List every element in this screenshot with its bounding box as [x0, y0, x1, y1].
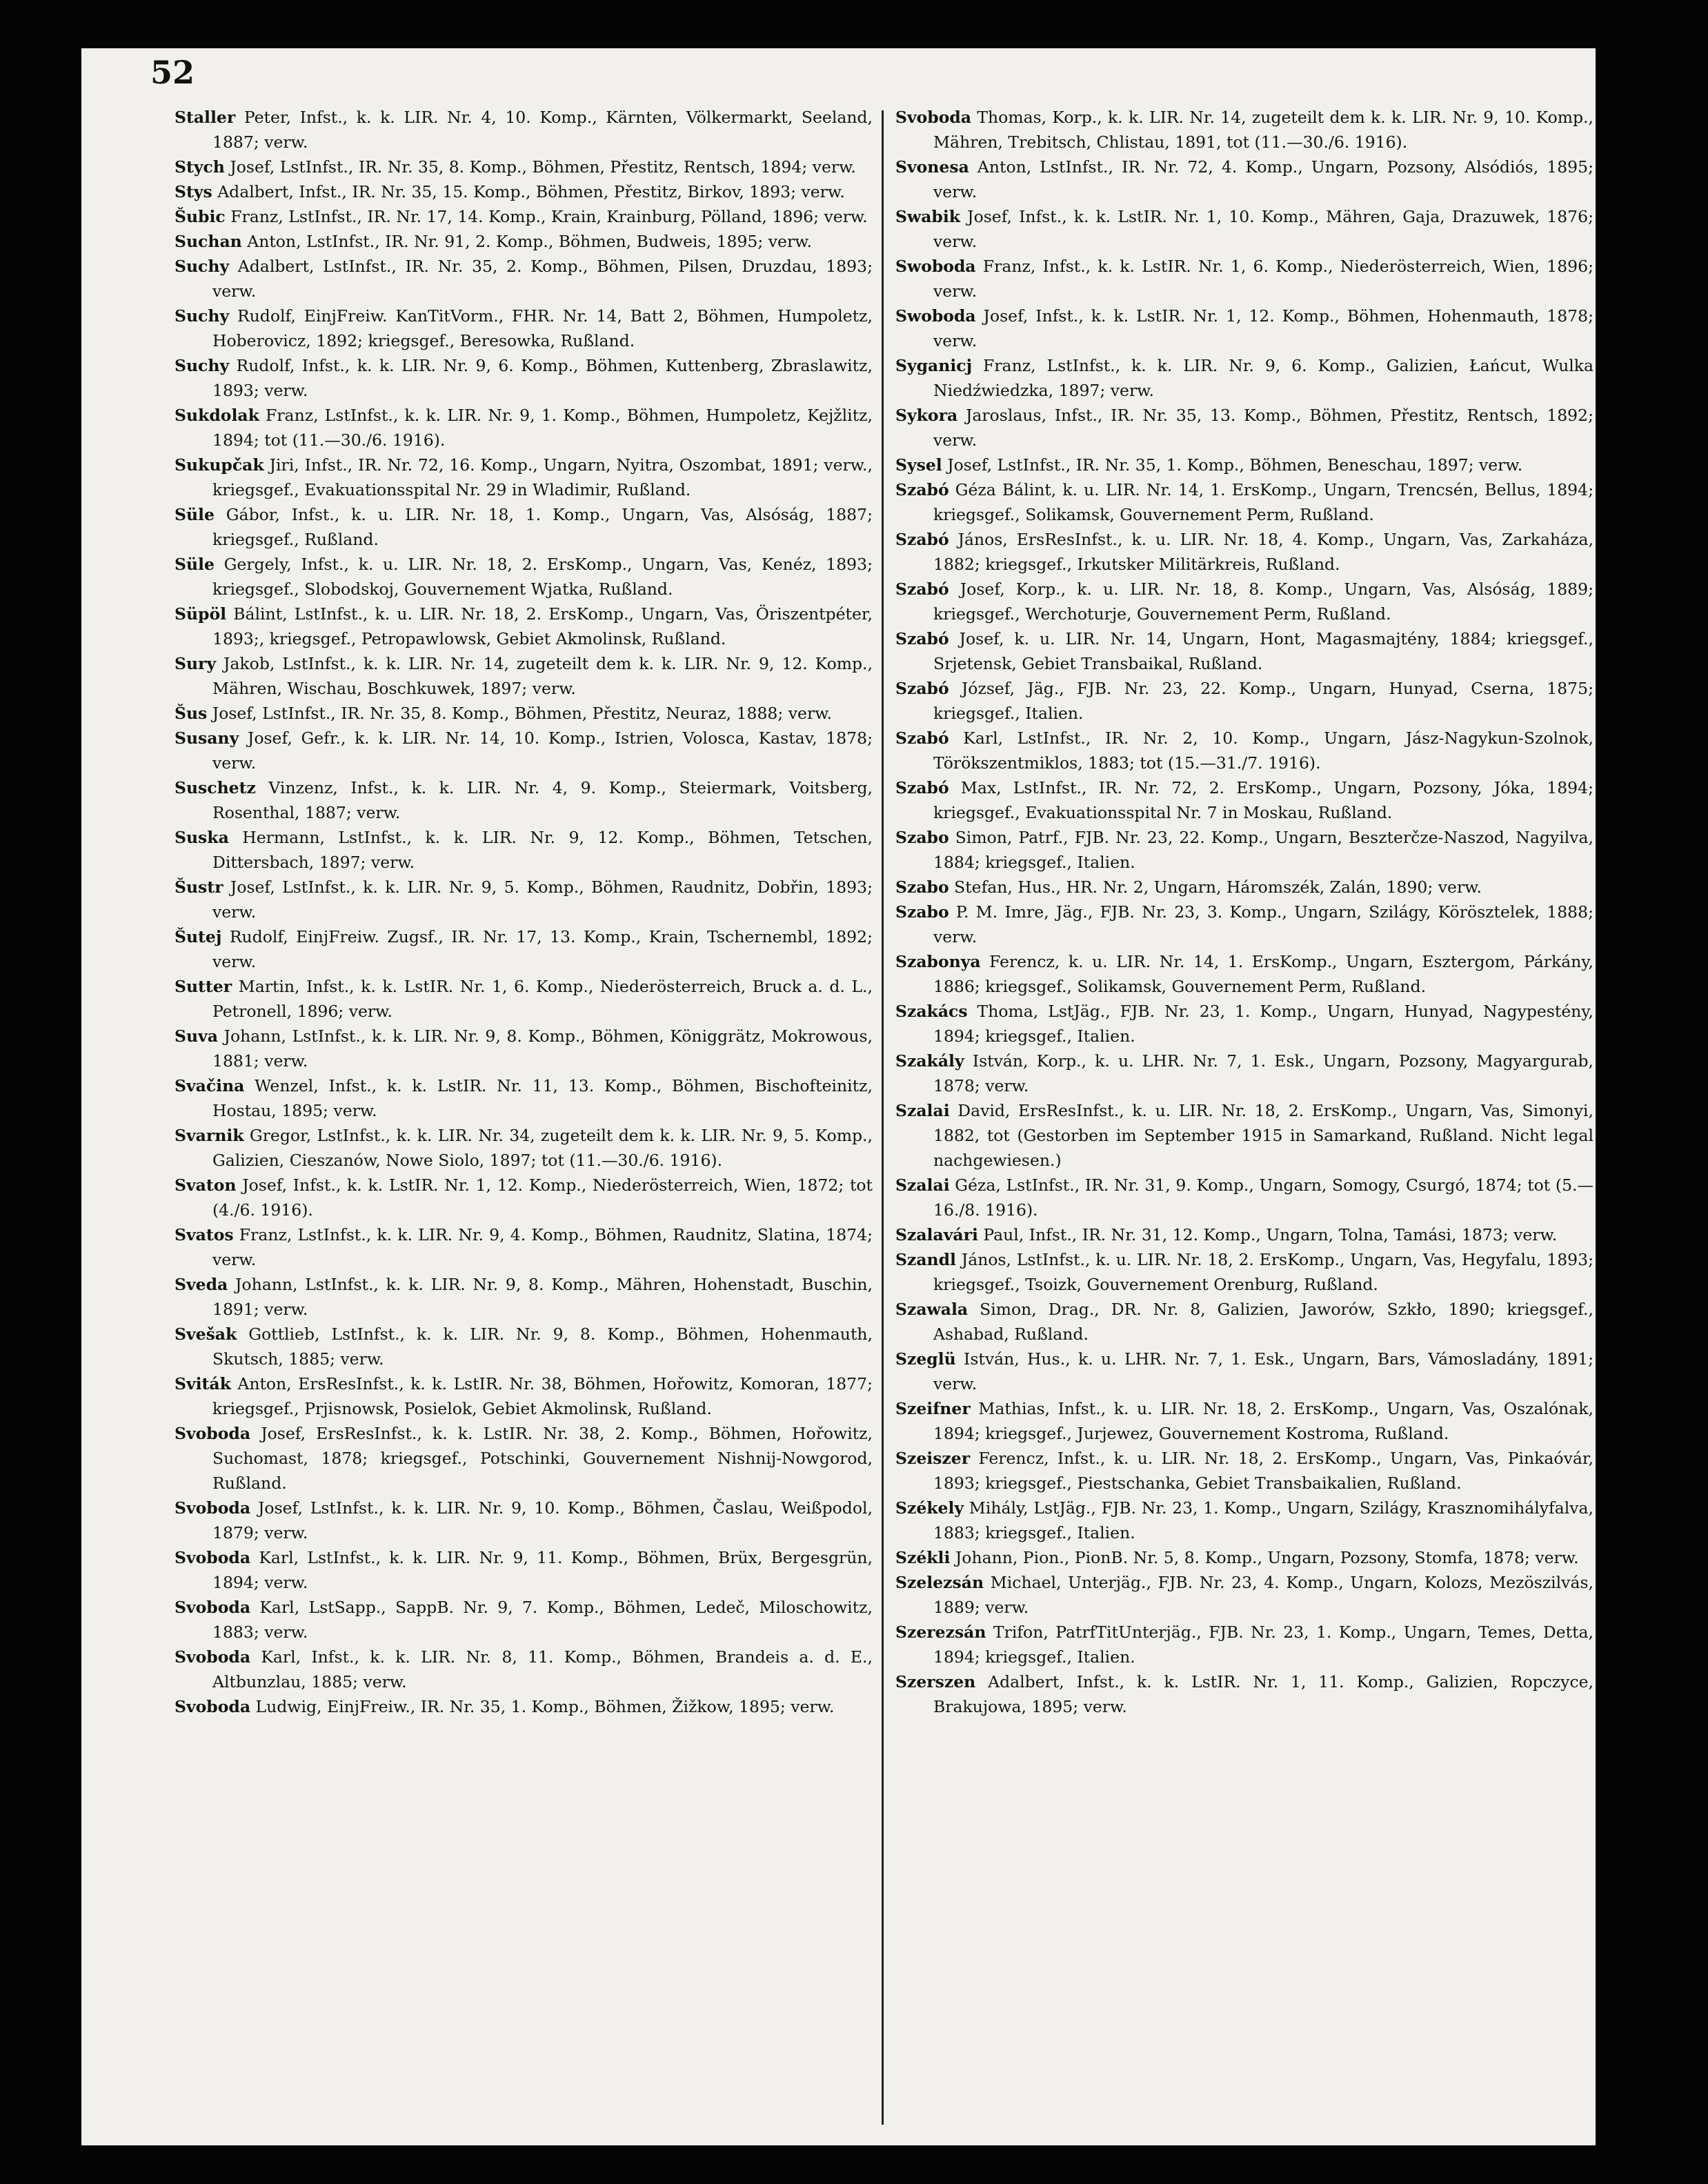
entry-details: Josef, ErsResInfst., k. k. LstIR. Nr. 38, 2. Komp., Böhmen, Hořowitz, Suchomast, 1878; kriegsgef., Potschinki, Gouvernement Nishnij-Nowgorod, Rußland. [212, 1424, 873, 1493]
entry-surname: Šustr [175, 877, 224, 897]
entry-surname: Szabó [895, 629, 949, 648]
entry-surname: Svarnik [175, 1126, 244, 1145]
entry-surname: Suchy [175, 356, 230, 375]
entry-surname: Szelezsán [895, 1573, 984, 1592]
entry-details: Johann, Pion., PionB. Nr. 5, 8. Komp., Ungarn, Pozsony, Stomfa, 1878; verw. [950, 1548, 1579, 1567]
entry-details: Franz, LstInfst., k. k. LIR. Nr. 9, 4. Komp., Böhmen, Raudnitz, Slatina, 1874; verw. [212, 1225, 873, 1269]
entry-surname: Šus [175, 704, 208, 723]
entry-details: Peter, Infst., k. k. LIR. Nr. 4, 10. Komp., Kärnten, Völkermarkt, Seeland, 1887; verw. [212, 108, 873, 152]
list-entry [895, 1173, 1593, 1222]
entry-details: János, ErsResInfst., k. u. LIR. Nr. 18, 4. Komp., Ungarn, Vas, Zarkaháza, 1882; kriegsgef., Irkutsker Militärkreis, Rußland. [933, 530, 1593, 574]
entry-details: David, ErsResInfst., k. u. LIR. Nr. 18, 2. ErsKomp., Ungarn, Vas, Simonyi, 1882, tot (Gestorben im September 1915 in Samarkand, Rußland. Nicht legal nachgewiesen.) [933, 1101, 1593, 1170]
entry-surname: Susany [175, 728, 239, 748]
list-entry [895, 999, 1593, 1049]
entry-surname: Šubic [175, 207, 226, 226]
entry-details: Ferencz, k. u. LIR. Nr. 14, 1. ErsKomp., Ungarn, Esztergom, Párkány, 1886; kriegsgef., Solikamsk, Gouvernement Perm, Rußland. [933, 952, 1593, 996]
page-number: 52 [150, 54, 195, 91]
entry-surname: Sukdolak [175, 406, 259, 425]
entry-surname: Szerszen [895, 1672, 976, 1691]
entry-details: Adalbert, Infst., k. k. LstIR. Nr. 1, 11. Komp., Galizien, Ropczyce, Brakujowa, 1895; verw. [933, 1672, 1593, 1716]
list-entry [895, 1098, 1593, 1173]
entry-details: Rudolf, EinjFreiw. KanTitVorm., FHR. Nr. 14, Batt 2, Böhmen, Humpoletz, Hoberovicz, 1892; kriegsgef., Beresowka, Rußland. [212, 306, 873, 350]
entry-details: Thomas, Korp., k. k. LIR. Nr. 14, zugeteilt dem k. k. LIR. Nr. 9, 10. Komp., Mähren, Trebitsch, Chlistau, 1891, tot (11.—30./6. 1916). [933, 108, 1593, 152]
entry-surname: Szeifner [895, 1399, 971, 1418]
list-entry [895, 1620, 1593, 1669]
list-entry [895, 825, 1593, 875]
entry-details: Adalbert, Infst., IR. Nr. 35, 15. Komp., Böhmen, Přestitz, Birkov, 1893; verw. [212, 182, 845, 201]
entry-details: Jiri, Infst., IR. Nr. 72, 16. Komp., Ungarn, Nyitra, Oszombat, 1891; verw., kriegsgef., Evakuationsspital Nr. 29 in Wladimir, Rußland. [212, 455, 873, 499]
entry-details: Mathias, Infst., k. u. LIR. Nr. 18, 2. ErsKomp., Ungarn, Vas, Oszalónak, 1894; kriegsgef., Jurjewez, Gouvernement Kostroma, Rußland. [933, 1399, 1593, 1443]
entry-surname: Sysel [895, 455, 942, 475]
list-entry [175, 204, 873, 229]
entry-details: Franz, LstInfst., k. k. LIR. Nr. 9, 1. Komp., Böhmen, Humpoletz, Kejžlitz, 1894; tot (11.—30./6. 1916). [212, 406, 873, 450]
entry-details: Josef, Infst., k. k. LstIR. Nr. 1, 12. Komp., Böhmen, Hohenmauth, 1878; verw. [933, 306, 1593, 350]
list-entry [175, 1024, 873, 1073]
entry-surname: Svonesa [895, 157, 969, 177]
list-entry [175, 453, 873, 502]
list-entry [175, 1222, 873, 1272]
entry-details: P. M. Imre, Jäg., FJB. Nr. 23, 3. Komp., Ungarn, Szilágy, Körösztelek, 1888; verw. [933, 902, 1593, 946]
entry-details: Bálint, LstInfst., k. u. LIR. Nr. 18, 2. ErsKomp., Ungarn, Vas, Öriszentpéter, 1893;, kriegsgef., Petropawlowsk, Gebiet Akmolinsk, Rußland. [212, 604, 873, 648]
list-entry [895, 577, 1593, 626]
entry-surname: Sykora [895, 406, 958, 425]
list-entry [895, 105, 1593, 155]
entry-surname: Szeglü [895, 1349, 956, 1369]
list-entry [175, 701, 873, 726]
entry-surname: Svoboda [175, 1548, 251, 1567]
entry-details: Vinzenz, Infst., k. k. LIR. Nr. 4, 9. Komp., Steiermark, Voitsberg, Rosenthal, 1887; verw. [212, 778, 873, 822]
list-entry [895, 403, 1593, 453]
list-entry [175, 254, 873, 304]
entry-surname: Szeiszer [895, 1449, 971, 1468]
entry-surname: Suchan [175, 232, 242, 251]
list-entry [175, 403, 873, 453]
list-entry [175, 875, 873, 924]
list-entry [895, 254, 1593, 304]
entry-details: Ludwig, EinjFreiw., IR. Nr. 35, 1. Komp., Böhmen, Žižkow, 1895; verw. [250, 1697, 835, 1716]
list-entry [895, 949, 1593, 999]
list-entry [895, 875, 1593, 900]
entry-details: Adalbert, LstInfst., IR. Nr. 35, 2. Komp., Böhmen, Pilsen, Druzdau, 1893; verw. [212, 257, 873, 301]
entry-surname: Szabonya [895, 952, 981, 971]
entry-surname: Sviták [175, 1374, 231, 1393]
list-entry [175, 1173, 873, 1222]
list-entry [175, 924, 873, 974]
list-entry [895, 304, 1593, 353]
entry-details: Johann, LstInfst., k. k. LIR. Nr. 9, 8. Komp., Mähren, Hohenstadt, Buschin, 1891; verw. [212, 1275, 873, 1319]
list-entry [895, 353, 1593, 403]
entry-surname: Székely [895, 1498, 964, 1518]
entry-details: Josef, Korp., k. u. LIR. Nr. 18, 8. Komp., Ungarn, Vas, Alsóság, 1889; kriegsgef., Werchoturje, Gouvernement Perm, Rußland. [933, 579, 1593, 624]
list-entry [175, 1073, 873, 1123]
list-entry [895, 1496, 1593, 1545]
entry-surname: Swabik [895, 207, 961, 226]
list-entry [175, 1694, 873, 1719]
entry-details: Jaroslaus, Infst., IR. Nr. 35, 13. Komp., Böhmen, Přestitz, Rentsch, 1892; verw. [933, 406, 1593, 450]
entry-surname: Szandl [895, 1250, 956, 1269]
list-entry [895, 1049, 1593, 1098]
entry-surname: Sury [175, 654, 217, 673]
entry-surname: Suchy [175, 257, 230, 276]
entry-details: Stefan, Hus., HR. Nr. 2, Ungarn, Háromszék, Zalán, 1890; verw. [949, 877, 1482, 897]
entry-surname: Szabó [895, 579, 949, 599]
list-entry [895, 1545, 1593, 1570]
entry-surname: Szerezsán [895, 1622, 986, 1642]
entry-details: Gergely, Infst., k. u. LIR. Nr. 18, 2. ErsKomp., Ungarn, Vas, Kenéz, 1893; kriegsgef., Slobodskoj, Gouvernement Wjatka, Rußland. [212, 555, 873, 599]
entry-details: Trifon, PatrfTitUnterjäg., FJB. Nr. 23, 1. Komp., Ungarn, Temes, Detta, 1894; kriegsgef., Italien. [933, 1622, 1593, 1667]
entry-details: Karl, Infst., k. k. LIR. Nr. 8, 11. Komp., Böhmen, Brandeis a. d. E., Altbunzlau, 1885; verw. [212, 1647, 873, 1691]
entry-surname: Stys [175, 182, 212, 201]
entry-details: Anton, LstInfst., IR. Nr. 72, 4. Komp., Ungarn, Pozsony, Alsódiós, 1895; verw. [933, 157, 1593, 201]
entry-surname: Süpöl [175, 604, 227, 624]
entry-surname: Szabó [895, 679, 949, 698]
entry-details: Anton, LstInfst., IR. Nr. 91, 2. Komp., Böhmen, Budweis, 1895; verw. [241, 232, 812, 251]
entry-details: Martin, Infst., k. k. LstIR. Nr. 1, 6. Komp., Niederösterreich, Bruck a. d. L., Petronell, 1896; verw. [212, 977, 873, 1021]
list-entry [175, 602, 873, 651]
entry-details: Franz, LstInfst., IR. Nr. 17, 14. Komp., Krain, Krainburg, Pölland, 1896; verw. [225, 207, 868, 226]
entry-surname: Suva [175, 1026, 218, 1046]
list-entry [175, 775, 873, 825]
list-entry [175, 155, 873, 179]
entry-details: Max, LstInfst., IR. Nr. 72, 2. ErsKomp., Ungarn, Pozsony, Jóka, 1894; kriegsgef., Evakuationsspital Nr. 7 in Moskau, Rußland. [933, 778, 1593, 822]
entry-details: Karl, LstInfst., IR. Nr. 2, 10. Komp., Ungarn, Jász-Nagykun-Szolnok, Törökszentmiklos, 1883; tot (15.—31./7. 1916). [933, 728, 1593, 773]
entry-details: Josef, LstInfst., IR. Nr. 35, 8. Komp., Böhmen, Přestitz, Rentsch, 1894; verw. [224, 157, 856, 177]
entry-details: Josef, LstInfst., k. k. LIR. Nr. 9, 5. Komp., Böhmen, Raudnitz, Dobřin, 1893; verw. [212, 877, 873, 922]
entry-details: József, Jäg., FJB. Nr. 23, 22. Komp., Ungarn, Hunyad, Cserna, 1875; kriegsgef., Italien. [933, 679, 1593, 723]
entry-surname: Szalai [895, 1101, 950, 1120]
entry-details: Josef, Infst., k. k. LstIR. Nr. 1, 12. Komp., Niederösterreich, Wien, 1872; tot (4./6. 1916). [212, 1175, 873, 1220]
entry-details: János, LstInfst., k. u. LIR. Nr. 18, 2. ErsKomp., Ungarn, Vas, Hegyfalu, 1893; kriegsgef., Tsoizk, Gouvernement Orenburg, Rußland. [933, 1250, 1593, 1294]
list-entry [895, 527, 1593, 577]
list-entry [895, 1297, 1593, 1347]
list-entry [175, 353, 873, 403]
entry-details: Simon, Drag., DR. Nr. 8, Galizien, Jaworów, Szkło, 1890; kriegsgef., Ashabad, Rußland. [933, 1300, 1593, 1344]
entry-surname: Szabó [895, 728, 949, 748]
entry-details: Ferencz, Infst., k. u. LIR. Nr. 18, 2. ErsKomp., Ungarn, Vas, Pinkaóvár, 1893; kriegsgef., Piestschanka, Gebiet Transbaikalien, Rußland. [933, 1449, 1593, 1493]
list-entry [175, 1322, 873, 1371]
entry-surname: Szabó [895, 480, 949, 499]
entry-details: Anton, ErsResInfst., k. k. LstIR. Nr. 38, Böhmen, Hořowitz, Komoran, 1877; kriegsgef., Prjisnowsk, Posielok, Gebiet Akmolinsk, Rußland. [212, 1374, 873, 1418]
entry-surname: Süle [175, 555, 215, 574]
entry-details: Géza, LstInfst., IR. Nr. 31, 9. Komp., Ungarn, Somogy, Csurgó, 1874; tot (5.—16./8. 1916). [933, 1175, 1593, 1220]
entry-details: Franz, Infst., k. k. LstIR. Nr. 1, 6. Komp., Niederösterreich, Wien, 1896; verw. [933, 257, 1593, 301]
list-entry [895, 477, 1593, 527]
entry-details: Karl, LstInfst., k. k. LIR. Nr. 9, 11. Komp., Böhmen, Brüx, Bergesgrün, 1894; verw. [212, 1548, 873, 1592]
entry-details: Karl, LstSapp., SappB. Nr. 9, 7. Komp., Böhmen, Ledeč, Miloschowitz, 1883; verw. [212, 1598, 873, 1642]
entry-details: Mihály, LstJäg., FJB. Nr. 23, 1. Komp., Ungarn, Szilágy, Krasznomihályfalva, 1883; kriegsgef., Italien. [933, 1498, 1593, 1542]
entry-surname: Szawala [895, 1300, 969, 1319]
list-entry [895, 1347, 1593, 1396]
entry-surname: Svoboda [175, 1598, 251, 1617]
entry-details: Michael, Unterjäg., FJB. Nr. 23, 4. Komp., Ungarn, Kolozs, Mezöszilvás, 1889; verw. [933, 1573, 1593, 1617]
list-entry [175, 552, 873, 602]
list-entry [175, 825, 873, 875]
list-entry [895, 626, 1593, 676]
entry-surname: Süle [175, 505, 215, 524]
list-entry [175, 105, 873, 155]
entry-surname: Szabo [895, 877, 949, 897]
entry-details: Rudolf, EinjFreiw. Zugsf., IR. Nr. 17, 13. Komp., Krain, Tschernembl, 1892; verw. [212, 927, 873, 971]
list-entry [895, 1446, 1593, 1496]
list-entry [895, 676, 1593, 726]
entry-surname: Svaton [175, 1175, 237, 1195]
list-entry [175, 1123, 873, 1173]
entry-details: Gregor, LstInfst., k. k. LIR. Nr. 34, zugeteilt dem k. k. LIR. Nr. 9, 5. Komp., Galizien, Cieszanów, Nowe Siolo, 1897; tot (11.—30./6. 1916). [212, 1126, 873, 1170]
entry-details: Josef, Gefr., k. k. LIR. Nr. 14, 10. Komp., Istrien, Volosca, Kastav, 1878; verw. [212, 728, 873, 773]
right-column [895, 105, 1593, 2140]
entry-surname: Szakály [895, 1051, 964, 1071]
entry-details: Josef, k. u. LIR. Nr. 14, Ungarn, Hont, Magasmajtény, 1884; kriegsgef., Srjetensk, Gebiet Transbaikal, Rußland. [933, 629, 1593, 673]
entry-surname: Szabo [895, 828, 949, 847]
left-column [175, 105, 873, 2140]
entry-surname: Suschetz [175, 778, 256, 797]
entry-details: Jakob, LstInfst., k. k. LIR. Nr. 14, zugeteilt dem k. k. LIR. Nr. 9, 12. Komp., Mähren, Wischau, Boschkuwek, 1897; verw. [212, 654, 873, 698]
list-entry [175, 1545, 873, 1595]
entry-details: Géza Bálint, k. u. LIR. Nr. 14, 1. ErsKomp., Ungarn, Trencsén, Bellus, 1894; kriegsgef., Solikamsk, Gouvernement Perm, Rußland. [933, 480, 1593, 524]
entry-surname: Szabó [895, 778, 949, 797]
entry-surname: Swoboda [895, 257, 976, 276]
entry-details: Rudolf, Infst., k. k. LIR. Nr. 9, 6. Komp., Böhmen, Kuttenberg, Zbraslawitz, 1893; verw. [212, 356, 873, 400]
list-entry [175, 179, 873, 204]
entry-surname: Svoboda [895, 108, 972, 127]
list-entry [175, 304, 873, 353]
list-entry [895, 204, 1593, 254]
list-entry [895, 1570, 1593, 1620]
entry-surname: Svoboda [175, 1498, 251, 1518]
list-entry [895, 155, 1593, 204]
entry-surname: Szalavári [895, 1225, 978, 1244]
column-divider [882, 110, 884, 2125]
entry-surname: Székli [895, 1548, 951, 1567]
entry-surname: Suska [175, 828, 229, 847]
entry-details: István, Korp., k. u. LHR. Nr. 7, 1. Esk., Ungarn, Pozsony, Magyargurab, 1878; verw. [933, 1051, 1593, 1095]
entry-surname: Svoboda [175, 1697, 251, 1716]
entry-surname: Szabó [895, 530, 949, 549]
entry-details: Johann, LstInfst., k. k. LIR. Nr. 9, 8. Komp., Böhmen, Königgrätz, Mokrowous, 1881; verw. [212, 1026, 873, 1071]
page-sheet [81, 48, 1596, 2145]
entry-details: Franz, LstInfst., k. k. LIR. Nr. 9, 6. Komp., Galizien, Łańcut, Wulka Niedźwiedzka, 1897; verw. [933, 356, 1593, 400]
list-entry [895, 775, 1593, 825]
list-entry [895, 453, 1593, 477]
entry-surname: Stych [175, 157, 225, 177]
entry-details: Thoma, LstJäg., FJB. Nr. 23, 1. Komp., Ungarn, Hunyad, Nagypestény, 1894; kriegsgef., Italien. [933, 1002, 1593, 1046]
entry-details: Wenzel, Infst., k. k. LstIR. Nr. 11, 13. Komp., Böhmen, Bischofteinitz, Hostau, 1895; verw. [212, 1076, 873, 1120]
list-entry [175, 1595, 873, 1645]
list-entry [175, 1645, 873, 1694]
entry-details: Simon, Patrf., FJB. Nr. 23, 22. Komp., Ungarn, Beszterčze-Naszod, Nagyilva, 1884; kriegsgef., Italien. [933, 828, 1593, 872]
entry-surname: Syganicj [895, 356, 973, 375]
entry-surname: Szakács [895, 1002, 968, 1021]
entry-details: Gottlieb, LstInfst., k. k. LIR. Nr. 9, 8. Komp., Böhmen, Hohenmauth, Skutsch, 1885; verw. [212, 1324, 873, 1369]
entry-details: Hermann, LstInfst., k. k. LIR. Nr. 9, 12. Komp., Böhmen, Tetschen, Dittersbach, 1897; verw. [212, 828, 873, 872]
entry-surname: Szalai [895, 1175, 950, 1195]
list-entry [895, 726, 1593, 775]
list-entry [175, 726, 873, 775]
list-entry [895, 1396, 1593, 1446]
entry-details: Paul, Infst., IR. Nr. 31, 12. Komp., Ungarn, Tolna, Tamási, 1873; verw. [977, 1225, 1558, 1244]
entry-surname: Sveda [175, 1275, 228, 1294]
entry-surname: Svoboda [175, 1647, 251, 1667]
list-entry [175, 1496, 873, 1545]
entry-details: Josef, Infst., k. k. LstIR. Nr. 1, 10. Komp., Mähren, Gaja, Drazuwek, 1876; verw. [933, 207, 1593, 251]
list-entry [175, 1272, 873, 1322]
entry-details: Gábor, Infst., k. u. LIR. Nr. 18, 1. Komp., Ungarn, Vas, Alsóság, 1887; kriegsgef., Rußland. [212, 505, 873, 549]
entry-surname: Svoboda [175, 1424, 251, 1443]
list-entry [895, 900, 1593, 949]
entry-surname: Svačina [175, 1076, 245, 1095]
entry-surname: Swoboda [895, 306, 976, 326]
entry-surname: Sukupčak [175, 455, 264, 475]
list-entry [175, 502, 873, 552]
entry-details: Josef, LstInfst., IR. Nr. 35, 1. Komp., Böhmen, Beneschau, 1897; verw. [942, 455, 1523, 475]
entry-surname: Sutter [175, 977, 232, 996]
list-entry [175, 229, 873, 254]
list-entry [175, 1421, 873, 1496]
list-entry [895, 1222, 1593, 1247]
entry-surname: Suchy [175, 306, 230, 326]
list-entry [175, 974, 873, 1024]
entry-surname: Szabo [895, 902, 949, 922]
entry-surname: Svešak [175, 1324, 237, 1344]
entry-surname: Šutej [175, 927, 222, 946]
entry-surname: Staller [175, 108, 236, 127]
entry-details: István, Hus., k. u. LHR. Nr. 7, 1. Esk., Ungarn, Bars, Vámosladány, 1891; verw. [933, 1349, 1593, 1393]
list-entry [175, 651, 873, 701]
entry-details: Josef, LstInfst., k. k. LIR. Nr. 9, 10. Komp., Böhmen, Časlau, Weißpodol, 1879; verw. [212, 1498, 873, 1542]
entry-details: Josef, LstInfst., IR. Nr. 35, 8. Komp., Böhmen, Přestitz, Neuraz, 1888; verw. [207, 704, 832, 723]
entry-surname: Svatos [175, 1225, 234, 1244]
list-entry [895, 1247, 1593, 1297]
list-entry [895, 1669, 1593, 1719]
list-entry [175, 1371, 873, 1421]
